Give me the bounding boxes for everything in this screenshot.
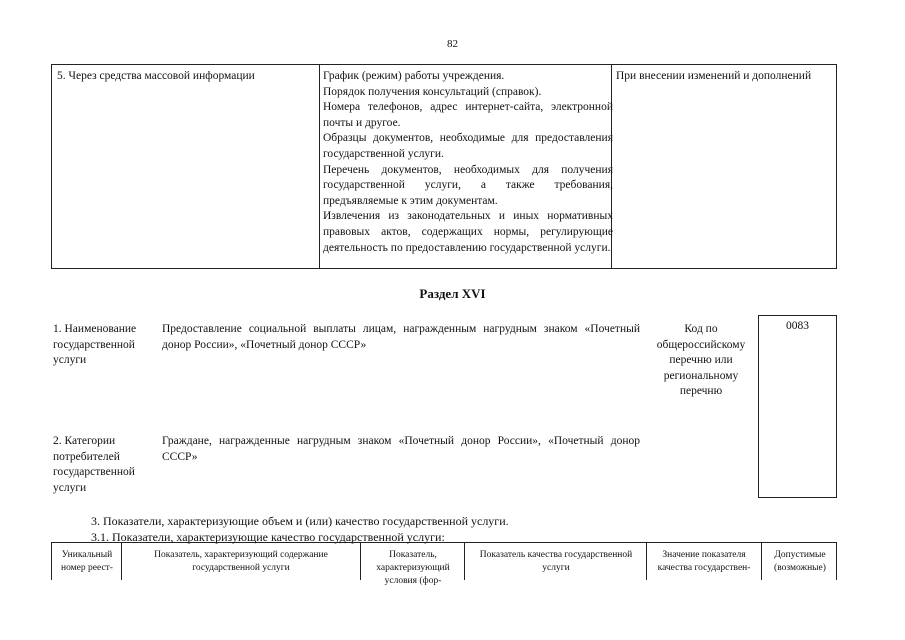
table-divider [360, 543, 361, 580]
info-channel-table [51, 64, 837, 269]
service-name-label: 1. Наименование государственной услуги [53, 323, 137, 367]
table-divider [121, 543, 122, 580]
channel-cell: 5. Через средства массовой информации [57, 70, 255, 82]
section-title: Раздел XVI [419, 286, 486, 301]
info-paragraph: График (режим) работы учреждения. [323, 70, 505, 82]
column-header: Показатель, характеризующий содержание государственной услуги [154, 550, 328, 573]
indicators-heading: 3. Показатели, характеризующие объем и (или) качество государственной услуги. [91, 514, 509, 528]
code-value: 0083 [786, 320, 809, 332]
info-paragraph: Номера телефонов, адрес интернет-сайта, электронной почты и другое. [323, 101, 613, 129]
table-divider [761, 543, 762, 580]
column-header: Значение показателя качества государствен- [657, 550, 751, 573]
column-header: Показатель качества государственной услуги [479, 550, 633, 573]
column-header: Показатель, характеризующий условия (фор- [376, 550, 450, 586]
info-paragraph: Образцы документов, необходимые для предоставления государственной услуги. [323, 132, 613, 160]
quality-heading: 3.1. Показатели, характеризующие качество государственной услуги: [91, 530, 445, 544]
update-frequency-cell: При внесении изменений и дополнений [616, 70, 812, 82]
code-label: Код по общероссийскому перечню или региональному перечню [656, 323, 746, 398]
page-number: 82 [447, 38, 458, 50]
table-divider [464, 543, 465, 580]
info-paragraph: Порядок получения консультаций (справок). [323, 85, 542, 98]
service-name-text: Предоставление социальной выплаты лицам, награжденным нагрудным знаком «Почетный донор России», «Почетный донор СССР» [162, 323, 640, 351]
info-paragraph: Извлечения из законодательных и иных нормативных правовых актов, содержащих нормы, регулирующие деятельность по предоставлению государственной услуги. [323, 210, 613, 254]
column-header: Допустимые (возможные) [774, 550, 826, 573]
table-divider [319, 65, 320, 268]
column-header: Уникальный номер реест- [61, 550, 113, 573]
code-box [758, 315, 837, 498]
category-text: Граждане, награжденные нагрудным знаком «Почетный донор России», «Почетный донор СССР» [162, 435, 640, 463]
info-paragraph: Перечень документов, необходимых для получения государственной услуги, а также требования, предъявляемые к этим документам. [323, 163, 613, 207]
quality-indicators-table [51, 542, 837, 586]
table-divider [646, 543, 647, 580]
category-label: 2. Категории потребителей государственной услуги [53, 435, 135, 494]
info-content-cell [323, 69, 613, 256]
